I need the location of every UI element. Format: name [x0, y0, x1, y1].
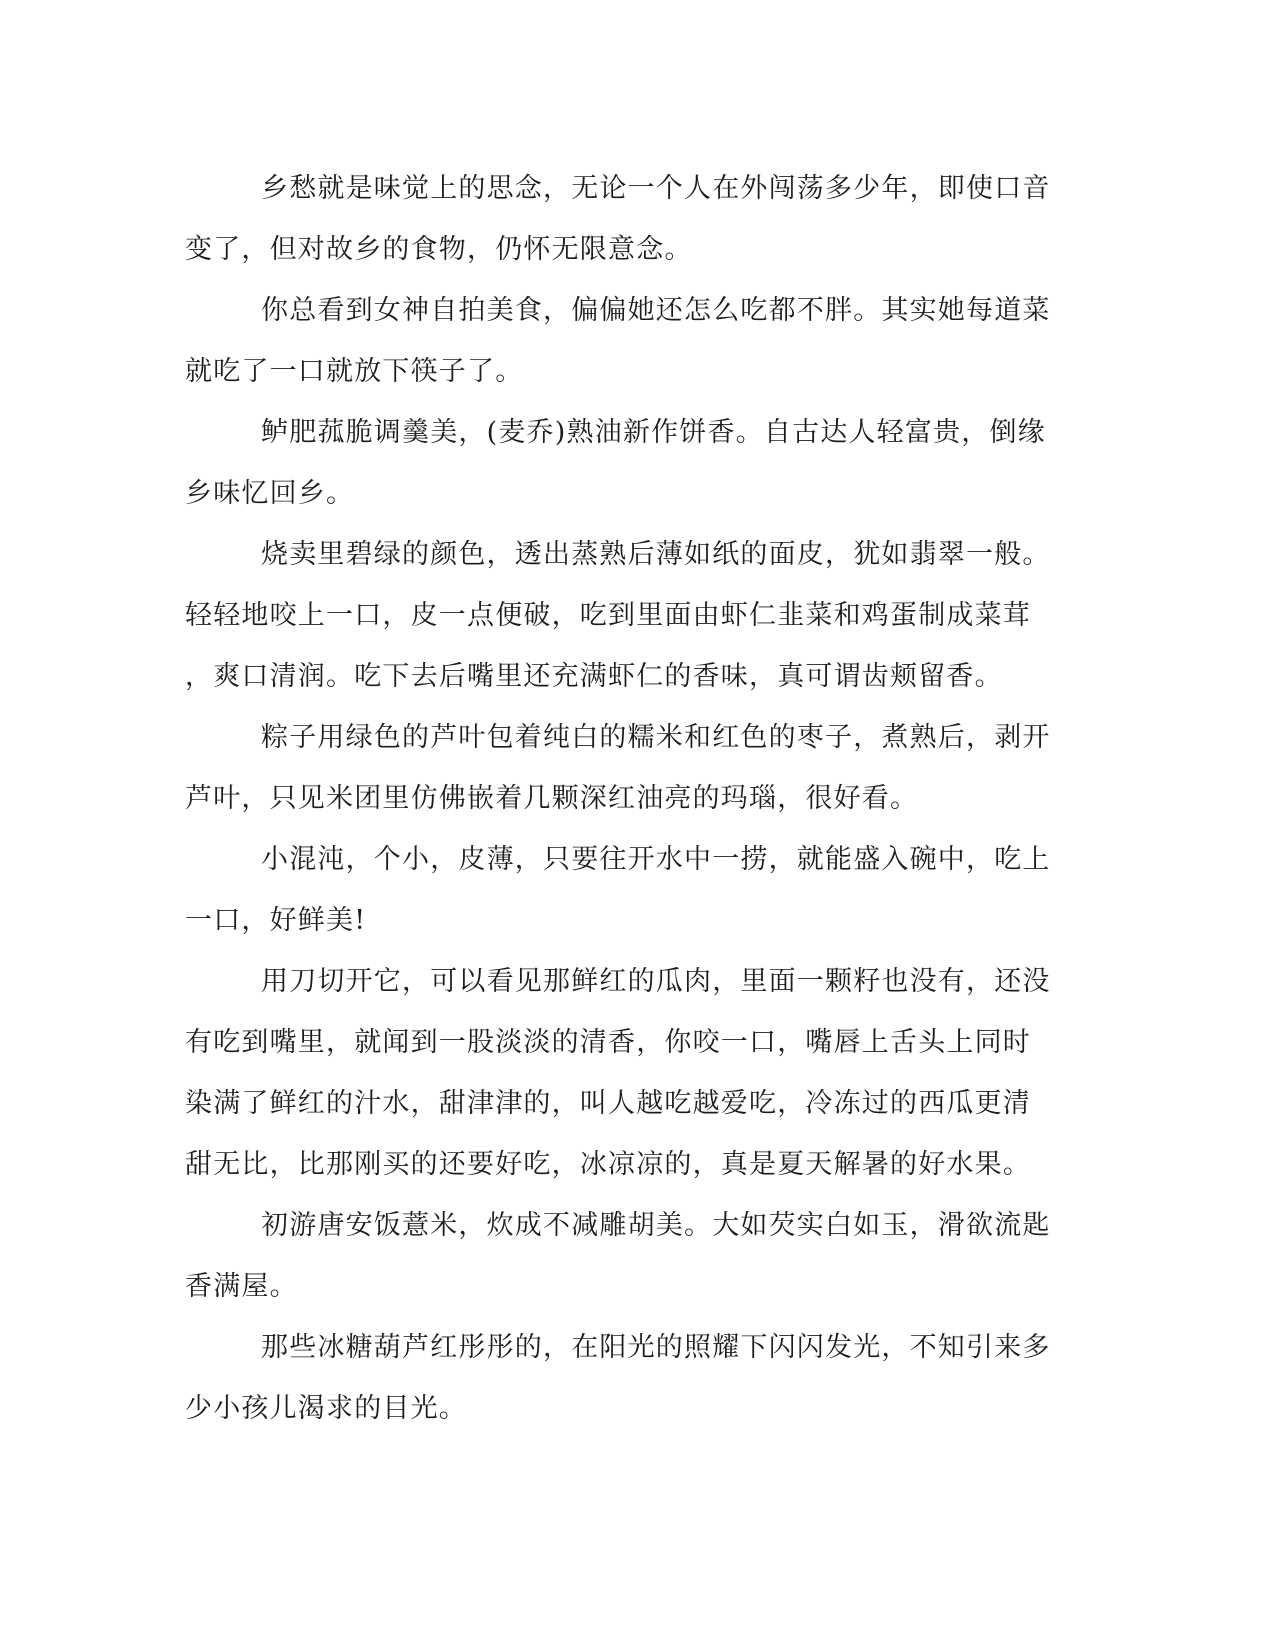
text-line: ，爽口清润。吃下去后嘴里还充满虾仁的香味，真可谓齿颊留香。 [185, 661, 1003, 692]
paragraph [185, 402, 1065, 524]
text-line: 初游唐安饭薏米，炊成不减雕胡美。大如芡实白如玉，滑欲流匙 [261, 1210, 1051, 1241]
text-line: 少小孩儿渴求的目光。 [185, 1393, 467, 1424]
text-line: 鲈肥菰脆调羹美，(麦乔)熟油新作饼香。自古达人轻富贵，倒缘 [261, 417, 1046, 448]
paragraph [185, 524, 1065, 707]
text-line: 用刀切开它，可以看见那鲜红的瓜肉，里面一颗籽也没有，还没 [261, 966, 1051, 997]
paragraph [185, 707, 1065, 829]
text-line: 芦叶，只见米团里仿佛嵌着几颗深红油亮的玛瑙，很好看。 [185, 783, 919, 814]
text-line: 就吃了一口就放下筷子了。 [185, 356, 524, 387]
text-line: 烧卖里碧绿的颜色，透出蒸熟后薄如纸的面皮，犹如翡翠一般。 [261, 539, 1051, 570]
paragraph [185, 158, 1065, 280]
paragraph [185, 829, 1065, 951]
text-line: 轻轻地咬上一口，皮一点便破，吃到里面由虾仁韭菜和鸡蛋制成菜茸 [185, 600, 1031, 631]
text-line: 染满了鲜红的汁水，甜津津的，叫人越吃越爱吃，冷冻过的西瓜更清 [185, 1088, 1031, 1119]
paragraph [185, 280, 1065, 402]
text-line: 乡味忆回乡。 [185, 478, 355, 509]
text-line: 一口，好鲜美! [185, 905, 367, 936]
text-line: 那些冰糖葫芦红彤彤的，在阳光的照耀下闪闪发光，不知引来多 [261, 1332, 1051, 1363]
text-line: 有吃到嘴里，就闻到一股淡淡的清香，你咬一口，嘴唇上舌头上同时 [185, 1027, 1031, 1058]
text-line: 香满屋。 [185, 1271, 298, 1302]
paragraph [185, 1195, 1065, 1317]
text-line: 粽子用绿色的芦叶包着纯白的糯米和红色的枣子，煮熟后，剥开 [261, 722, 1051, 753]
text-line: 乡愁就是味觉上的思念，无论一个人在外闯荡多少年，即使口音 [261, 173, 1051, 204]
text-line: 你总看到女神自拍美食，偏偏她还怎么吃都不胖。其实她每道菜 [261, 295, 1051, 326]
text-line: 甜无比，比那刚买的还要好吃，冰凉凉的，真是夏天解暑的好水果。 [185, 1149, 1031, 1180]
paragraph [185, 951, 1065, 1195]
paragraph [185, 1317, 1065, 1439]
text-line: 小混沌，个小，皮薄，只要往开水中一捞，就能盛入碗中，吃上 [261, 844, 1051, 875]
document-body [185, 158, 1065, 1439]
text-line: 变了，但对故乡的食物，仍怀无限意念。 [185, 234, 693, 265]
